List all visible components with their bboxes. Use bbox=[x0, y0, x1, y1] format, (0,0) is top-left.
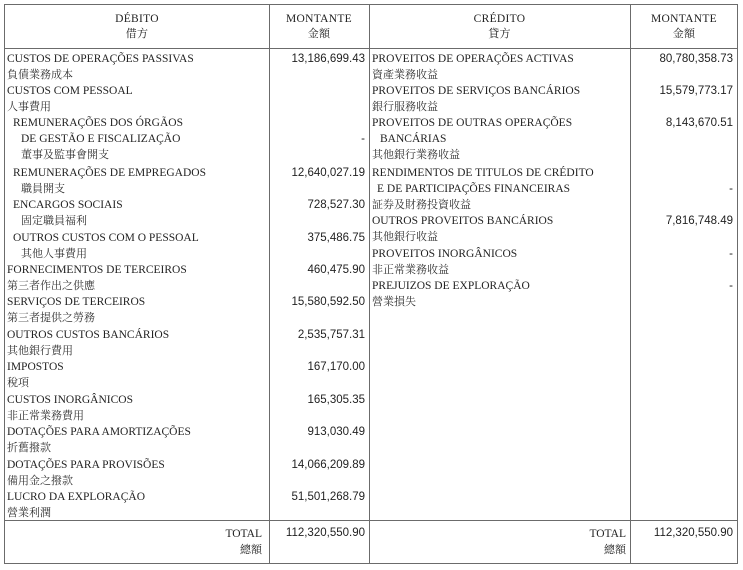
amount-header-label-zh: 金額 bbox=[307, 28, 331, 40]
credit-header-label-zh: 貸方 bbox=[488, 28, 511, 40]
debit-item-label: OUTROS CUSTOS BANCÁRIOS bbox=[7, 329, 170, 341]
debit-item-label: REMUNERAÇÕES DOS ÓRGÃOS bbox=[13, 117, 183, 129]
credit-item-label-zh: 營業損失 bbox=[372, 296, 416, 308]
debit-item-label-zh: 稅項 bbox=[7, 377, 29, 389]
credit-header-label: CRÉDITO bbox=[473, 13, 526, 25]
credit-item-amount: 80,780,358.73 bbox=[659, 53, 733, 65]
debit-item-amount: 167,170.00 bbox=[307, 361, 365, 373]
debit-item-amount: - bbox=[361, 133, 365, 145]
debit-item-label-zh: 負債業務成本 bbox=[7, 69, 73, 81]
credit-item-label: PROVEITOS DE OUTRAS OPERAÇÕES bbox=[372, 117, 573, 129]
credit-item-label: OUTROS PROVEITOS BANCÁRIOS bbox=[372, 215, 554, 227]
credit-item-amount: - bbox=[729, 280, 733, 292]
debit-item-amount: 165,305.35 bbox=[307, 394, 365, 406]
debit-item-amount: 13,186,699.43 bbox=[291, 53, 365, 65]
credit-total-label: TOTAL bbox=[589, 528, 626, 540]
credit-item-amount: - bbox=[729, 248, 733, 260]
debit-item-label: DOTAÇÕES PARA PROVISÕES bbox=[7, 459, 165, 471]
credit-header bbox=[369, 12, 630, 42]
debit-item-label: IMPOSTOS bbox=[7, 361, 64, 373]
debit-item-label: CUSTOS DE OPERAÇÕES PASSIVAS bbox=[7, 53, 194, 65]
debit-item-amount: 2,535,757.31 bbox=[297, 329, 365, 341]
debit-item-label-zh: 第三者作出之供應 bbox=[7, 280, 95, 292]
statement-table bbox=[4, 4, 738, 564]
debit-item-label-zh: 營業利潤 bbox=[7, 507, 51, 519]
debit-item-amount: 14,066,209.89 bbox=[291, 459, 365, 471]
credit-item-amount: - bbox=[729, 183, 733, 195]
credit-item-label-cont: E DE PARTICIPAÇÕES FINANCEIRAS bbox=[377, 183, 571, 195]
debit-item-label-zh: 固定職員福利 bbox=[21, 215, 87, 227]
debit-item-label: CUSTOS INORGÂNICOS bbox=[7, 394, 133, 406]
credit-item-label: PROVEITOS INORGÂNICOS bbox=[372, 248, 518, 260]
debit-item-label-zh: 董事及監事會開支 bbox=[21, 149, 109, 161]
credit-item-label: PROVEITOS DE OPERAÇÕES ACTIVAS bbox=[372, 53, 574, 65]
debit-item-label: OUTROS CUSTOS COM O PESSOAL bbox=[13, 232, 199, 244]
debit-item-amount: 460,475.90 bbox=[307, 264, 365, 276]
credit-item-label-zh: 其他銀行收益 bbox=[372, 231, 438, 243]
credit-item-amount: 7,816,748.49 bbox=[665, 215, 733, 227]
credit-item-label-zh: 銀行服務收益 bbox=[372, 101, 438, 113]
debit-item-label-zh: 其他銀行費用 bbox=[7, 345, 73, 357]
debit-item-amount: 15,580,592.50 bbox=[291, 296, 365, 308]
debit-item-amount: 375,486.75 bbox=[307, 232, 365, 244]
credit-item-label-cont: BANCÁRIAS bbox=[380, 133, 447, 145]
credit-item-amount: 15,579,773.17 bbox=[659, 85, 733, 97]
debit-item-label: DOTAÇÕES PARA AMORTIZAÇÕES bbox=[7, 426, 191, 438]
debit-item-amount: 12,640,027.19 bbox=[291, 167, 365, 179]
debit-item-label: FORNECIMENTOS DE TERCEIROS bbox=[7, 264, 187, 276]
debit-header bbox=[5, 12, 269, 42]
column-divider bbox=[369, 5, 370, 563]
debit-item-label-zh: 職員開支 bbox=[21, 183, 65, 195]
debit-item-label: LUCRO DA EXPLORAÇÃO bbox=[7, 491, 146, 503]
credit-total-amount: 112,320,550.90 bbox=[653, 527, 733, 539]
credit-item-label-zh: 其他銀行業務收益 bbox=[372, 149, 460, 161]
credit-total-label-zh: 總額 bbox=[604, 544, 626, 556]
debit-header-label: DÉBITO bbox=[115, 13, 159, 25]
debit-item-label-zh: 第三者提供之勞務 bbox=[7, 312, 95, 324]
debit-item-label-zh: 備用金之撥款 bbox=[7, 475, 73, 487]
credit-item-label-zh: 資產業務收益 bbox=[372, 69, 438, 81]
credit-item-label: PREJUIZOS DE EXPLORAÇÃO bbox=[372, 280, 530, 292]
amount-header-label: MONTANTE bbox=[651, 13, 717, 25]
credit-item-amount: 8,143,670.51 bbox=[665, 117, 733, 129]
column-divider bbox=[269, 5, 270, 563]
debit-amount-header bbox=[269, 12, 369, 42]
credit-item-label-zh: 非正常業務收益 bbox=[372, 264, 449, 276]
debit-header-label-zh: 借方 bbox=[125, 28, 149, 40]
debit-item-amount: 913,030.49 bbox=[307, 426, 365, 438]
credit-item-label-zh: 証券及財務投資收益 bbox=[372, 199, 471, 211]
debit-item-amount: 728,527.30 bbox=[307, 199, 365, 211]
amount-header-label: MONTANTE bbox=[286, 13, 352, 25]
debit-item-label: CUSTOS COM PESSOAL bbox=[7, 85, 133, 97]
credit-item-label: RENDIMENTOS DE TITULOS DE CRÉDITO bbox=[372, 167, 594, 179]
debit-total-label: TOTAL bbox=[225, 528, 262, 540]
debit-item-label-zh: 其他人事費用 bbox=[21, 248, 87, 260]
debit-item-label-zh: 人事費用 bbox=[7, 101, 51, 113]
total-divider bbox=[5, 520, 737, 521]
debit-total-amount: 112,320,550.90 bbox=[285, 527, 365, 539]
debit-item-label-zh: 折舊撥款 bbox=[7, 442, 51, 454]
credit-item-label: PROVEITOS DE SERVIÇOS BANCÁRIOS bbox=[372, 85, 581, 97]
amount-header-label-zh: 金額 bbox=[672, 28, 696, 40]
debit-total-label-zh: 總額 bbox=[240, 544, 262, 556]
debit-item-label: ENCARGOS SOCIAIS bbox=[13, 199, 123, 211]
debit-item-label-zh: 非正常業務費用 bbox=[7, 410, 84, 422]
debit-item-label: REMUNERAÇÕES DE EMPREGADOS bbox=[13, 167, 206, 179]
debit-item-label-cont: DE GESTÃO E FISCALIZAÇÃO bbox=[21, 133, 181, 145]
header-divider bbox=[5, 48, 737, 49]
credit-amount-header bbox=[630, 12, 738, 42]
debit-item-label: SERVIÇOS DE TERCEIROS bbox=[7, 296, 146, 308]
debit-item-amount: 51,501,268.79 bbox=[291, 491, 365, 503]
